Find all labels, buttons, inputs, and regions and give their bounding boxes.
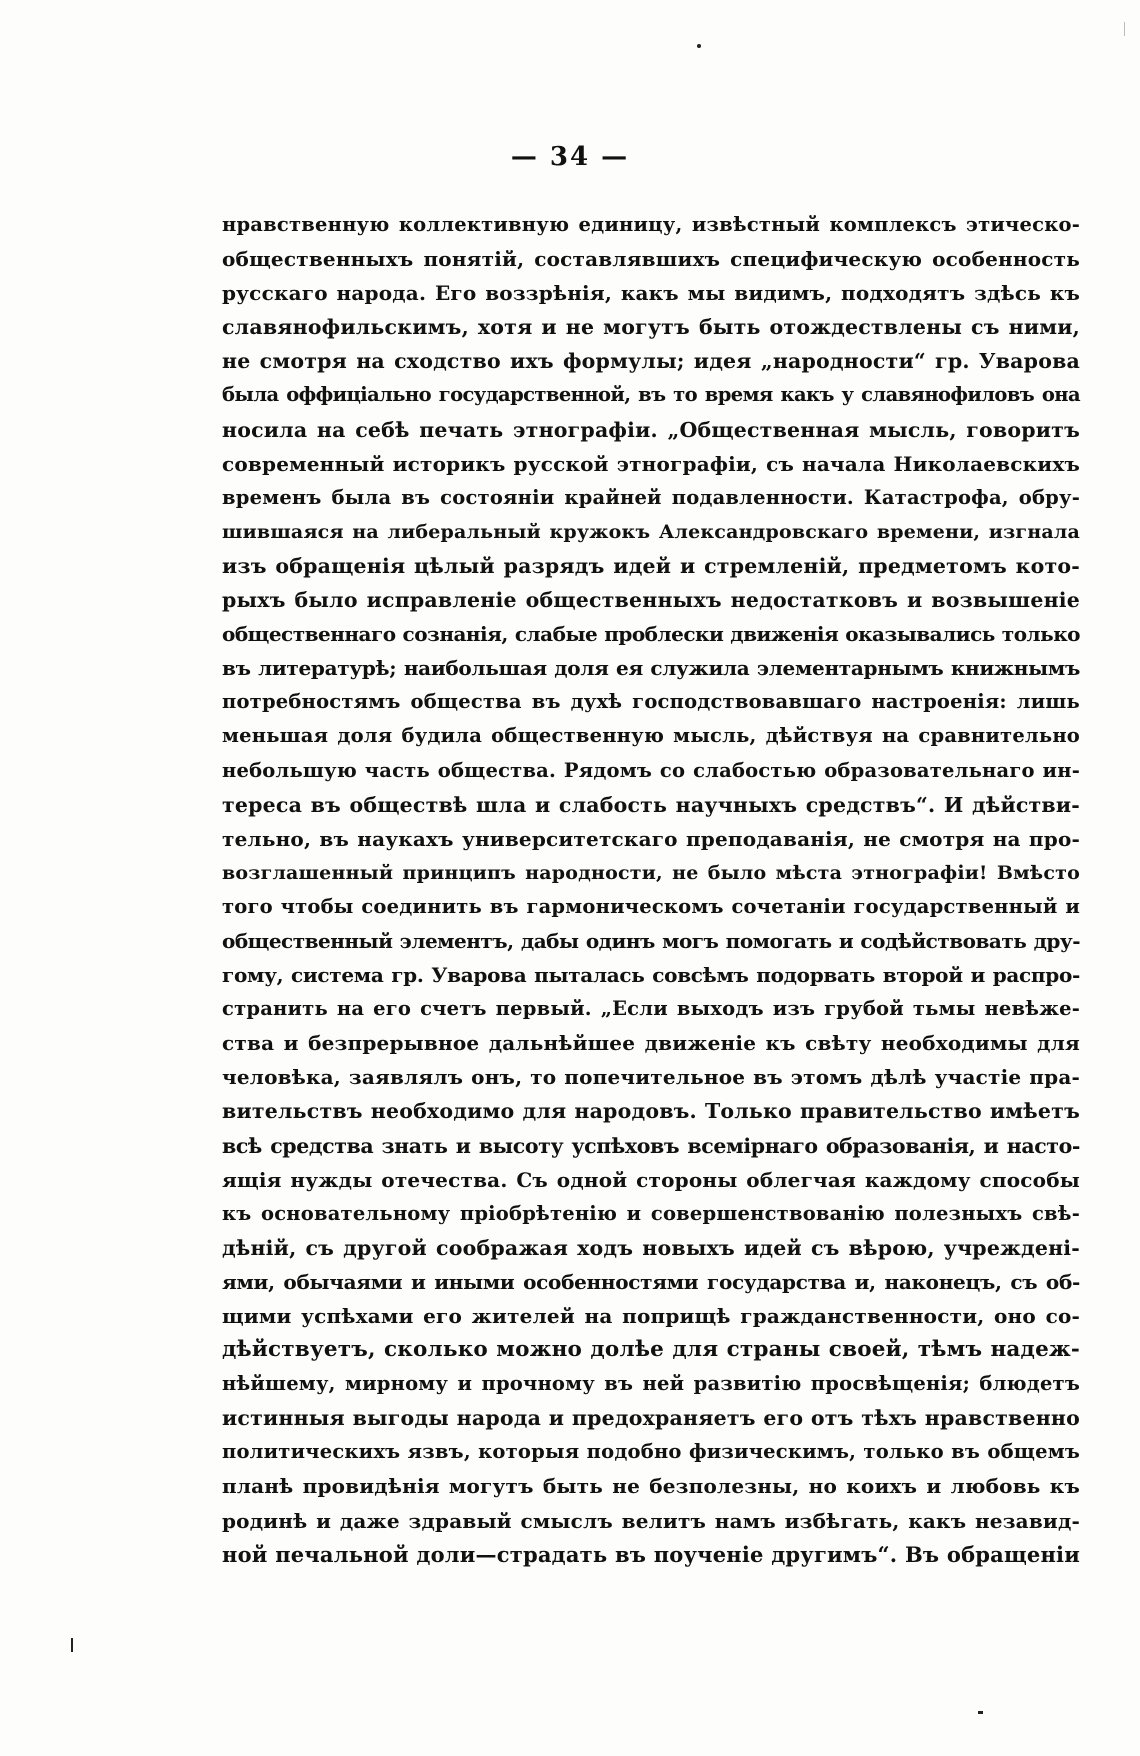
text-line: современный историкъ русской этнографіи, съ начала Николаевскихъ [222, 451, 1080, 476]
text-line: всѣ средства знать и высоту успѣховъ всемірнаго образованія, и насто- [222, 1133, 1080, 1158]
text-line: дѣйствуетъ, сколько можно долѣе для страны своей, тѣмъ надеж- [222, 1337, 1080, 1363]
text-line: нѣйшему, мирному и прочному въ ней развитію просвѣщенія; блюдетъ [222, 1372, 1080, 1396]
text-line: щими успѣхами его жителей на поприщѣ гражданственности, оно со- [222, 1304, 1080, 1328]
text-line: ства и безпрерывное дальнѣйшее движеніе къ свѣту необходимы для [222, 1031, 1080, 1056]
text-line: человѣка, заявлялъ онъ, то попечительное въ этомъ дѣлѣ участіе пра- [222, 1065, 1080, 1090]
text-line: тельно, въ наукахъ университетскаго преподаванія, не смотря на про- [222, 826, 1080, 851]
text-line: не смотря на сходство ихъ формулы; идея „народности“ гр. Уварова [222, 349, 1080, 374]
text-line: въ литературѣ; наибольшая доля ея служила элементарнымъ книжнымъ [222, 656, 1080, 681]
text-line: къ основательному пріобрѣтенію и совершенствованію полезныхъ свѣ- [222, 1201, 1080, 1225]
text-line: меньшая доля будила общественную мысль, дѣйствуя на сравнительно [222, 724, 1080, 748]
text-line: общественнаго сознанія, слабые проблески движенія оказывались только [222, 622, 1080, 647]
text-line: родинѣ и даже здравый смыслъ велитъ намъ избѣгать, какъ незавид- [222, 1508, 1080, 1533]
text-line: носила на себѣ печать этнографіи. „Общественная мысль, говоритъ [222, 417, 1080, 442]
text-line: гому, система гр. Уварова пыталась совсѣмъ подорвать второй и распро- [222, 963, 1080, 988]
text-line: русскаго народа. Его воззрѣнія, какъ мы видимъ, подходятъ здѣсь къ [222, 281, 1080, 306]
text-line: планѣ провидѣнія могутъ быть не безполезны, но коихъ и любовь къ [222, 1474, 1080, 1499]
margin-mark [71, 1638, 73, 1652]
text-line: была оффиціально государственной, въ то время какъ у славянофиловъ она [222, 383, 1080, 407]
text-line: рыхъ было исправленіе общественныхъ недостатковъ и возвышеніе [222, 588, 1080, 613]
text-line: дѣній, съ другой соображая ходъ новыхъ идей съ вѣрою, учреждені- [222, 1235, 1080, 1260]
text-line: политическихъ язвъ, которыя подобно физическимъ, только въ общемъ [222, 1440, 1080, 1464]
text-line: общественный элементъ, дабы одинъ могъ помогать и содѣйствовать дру- [222, 928, 1080, 953]
text-line: ной печальной доли—страдать въ поученіе другимъ“. Въ обращеніи [222, 1541, 1080, 1567]
text-line: славянофильскимъ, хотя и не могутъ быть отождествлены съ ними, [222, 315, 1080, 340]
text-line: тереса въ обществѣ шла и слабость научныхъ средствъ“. И дѣйстви- [222, 792, 1080, 817]
text-line: того чтобы соединить въ гармоническомъ сочетаніи государственный и [222, 894, 1080, 918]
text-line: возглашенный принципъ народности, не было мѣста этнографіи! Вмѣсто [222, 861, 1080, 884]
scan-edge-mark [1124, 22, 1125, 36]
page-number: — 34 — [510, 142, 630, 172]
text-line: общественныхъ понятій, составлявшихъ специфическую особенность [222, 247, 1080, 272]
print-speck [978, 1711, 983, 1714]
text-line: истинныя выгоды народа и предохраняетъ его отъ тѣхъ нравственно [222, 1406, 1080, 1431]
text-line: потребностямъ общества въ духѣ господствовавшаго настроенія: лишь [222, 690, 1080, 714]
text-line: ями, обычаями и иными особенностями государства и, наконецъ, съ об- [222, 1269, 1080, 1294]
text-line: шившаяся на либеральный кружокъ Александровскаго времени, изгнала [222, 520, 1080, 543]
print-speck [697, 44, 701, 48]
text-line: странить на его счетъ первый. „Если выходъ изъ грубой тьмы невѣже- [222, 997, 1080, 1021]
text-line: небольшую часть общества. Рядомъ со слабостью образовательнаго ин- [222, 758, 1080, 782]
text-line: временъ была въ состояніи крайней подавленности. Катастрофа, обру- [222, 485, 1080, 509]
body-text [222, 208, 1080, 1572]
text-line: ящія нужды отечества. Съ одной стороны облегчая каждому способы [222, 1167, 1080, 1192]
text-line: изъ обращенія цѣлый разрядъ идей и стремленій, предметомъ кото- [222, 553, 1080, 578]
text-line: нравственную коллективную единицу, извѣстный комплексъ этическо- [222, 213, 1080, 236]
text-line: вительствъ необходимо для народовъ. Только правительство имѣетъ [222, 1099, 1080, 1124]
